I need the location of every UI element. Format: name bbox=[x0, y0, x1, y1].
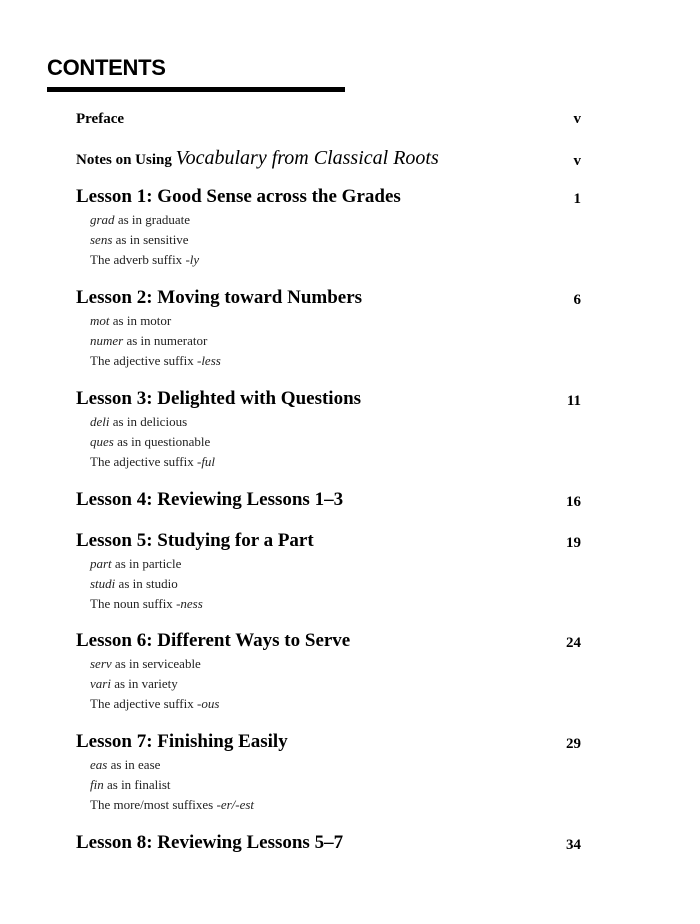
list-item: The more/most suffixes -er/-est bbox=[90, 797, 255, 812]
list-item: fin as in finalist bbox=[90, 777, 171, 792]
toc-entry-lesson-3[interactable] bbox=[76, 382, 581, 472]
entry-title: Lesson 5: Studying for a Part bbox=[76, 530, 314, 551]
toc-entry-lesson-1[interactable] bbox=[76, 180, 581, 270]
toc-entry-lesson-6[interactable] bbox=[76, 624, 581, 714]
entry-title: Preface bbox=[76, 111, 125, 127]
page-number: 29 bbox=[566, 736, 581, 752]
page-number: v bbox=[573, 153, 581, 169]
page-title: CONTENTS bbox=[47, 55, 166, 80]
list-item: deli as in delicious bbox=[90, 414, 188, 429]
entry-title bbox=[76, 147, 439, 170]
list-item: part as in particle bbox=[90, 556, 182, 571]
toc-entry-lesson-4[interactable] bbox=[76, 483, 581, 511]
page-number: 24 bbox=[566, 635, 581, 651]
entry-title-prefix: Notes on Using bbox=[76, 152, 176, 168]
toc-entry-notes[interactable] bbox=[76, 142, 581, 170]
entry-title: Lesson 3: Delighted with Questions bbox=[76, 388, 362, 409]
entry-title: Lesson 1: Good Sense across the Grades bbox=[76, 186, 401, 207]
entry-title: Lesson 4: Reviewing Lessons 1–3 bbox=[76, 489, 344, 510]
list-item: ques as in questionable bbox=[90, 434, 211, 449]
toc-entry-preface[interactable] bbox=[76, 100, 581, 128]
list-item: eas as in ease bbox=[90, 757, 161, 772]
entry-title: Lesson 2: Moving toward Numbers bbox=[76, 287, 363, 308]
toc-entry-lesson-7[interactable] bbox=[76, 725, 581, 815]
entry-title: Lesson 8: Reviewing Lessons 5–7 bbox=[76, 832, 344, 853]
toc-entry-lesson-2[interactable] bbox=[76, 281, 581, 371]
list-item: mot as in motor bbox=[90, 313, 172, 328]
book-title: Vocabulary from Classical Roots bbox=[175, 147, 439, 169]
entry-title: Lesson 6: Different Ways to Serve bbox=[76, 630, 351, 651]
toc-entry-lesson-8[interactable] bbox=[76, 826, 581, 854]
page-number: 16 bbox=[566, 494, 581, 510]
page-number: 1 bbox=[573, 191, 581, 207]
list-item: numer as in numerator bbox=[90, 333, 208, 348]
list-item: studi as in studio bbox=[90, 576, 178, 591]
list-item: The adjective suffix -ous bbox=[90, 696, 220, 711]
list-item: serv as in serviceable bbox=[90, 656, 201, 671]
page-number: 11 bbox=[566, 393, 581, 409]
toc-entry-lesson-5[interactable] bbox=[76, 524, 581, 614]
list-item: sens as in sensitive bbox=[90, 232, 189, 247]
list-item: The adjective suffix -less bbox=[90, 353, 221, 368]
title-underline bbox=[47, 87, 345, 92]
list-item: The adverb suffix -ly bbox=[90, 252, 200, 267]
entry-title: Lesson 7: Finishing Easily bbox=[76, 731, 288, 752]
page-number: 34 bbox=[566, 837, 581, 853]
page-number: 19 bbox=[566, 535, 581, 551]
page-number: 6 bbox=[573, 292, 581, 308]
list-item: grad as in graduate bbox=[90, 212, 191, 227]
list-item: vari as in variety bbox=[90, 676, 178, 691]
list-item: The adjective suffix -ful bbox=[90, 454, 216, 469]
list-item: The noun suffix -ness bbox=[90, 596, 203, 611]
page-number: v bbox=[573, 111, 581, 127]
